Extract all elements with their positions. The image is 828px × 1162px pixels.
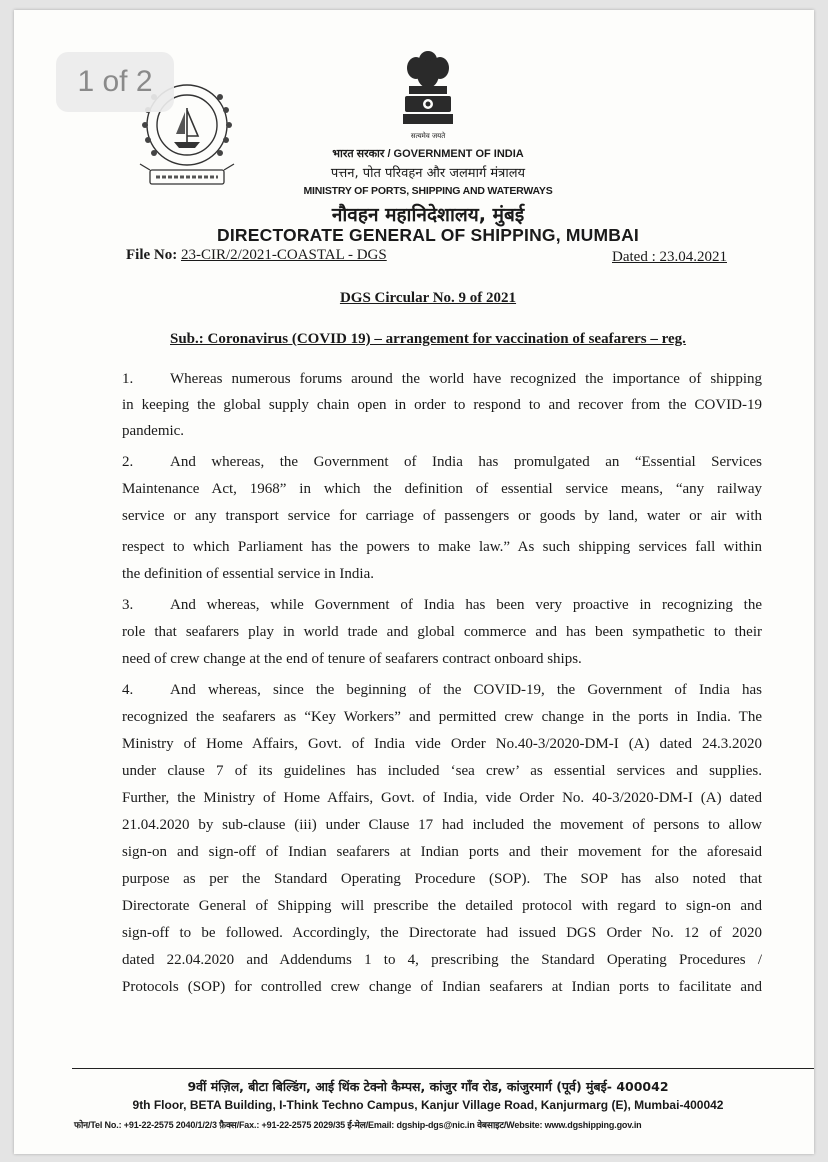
body-line-text: respect to which Parliament has the powers to make law.” As such shipping services fall within	[122, 539, 762, 555]
page-indicator: 1 of 2	[56, 52, 174, 112]
body-line-text: Directorate General of Shipping will prescribe the detailed protocol with regard to sign-on and	[122, 898, 762, 914]
directorate-english: DIRECTORATE GENERAL OF SHIPPING, MUMBAI	[217, 225, 639, 245]
file-number-value: 23-CIR/2/2021-COASTAL - DGS	[180, 247, 387, 263]
subject-line: Sub.: Coronavirus (COVID 19) – arrangement for vaccination of seafarers – reg.	[170, 331, 686, 347]
body-line-text: And whereas, while Government of India has been very proactive in recognizing the	[170, 597, 762, 613]
ministry-hindi: पत्तन, पोत परिवहन और जलमार्ग मंत्रालय	[330, 166, 526, 181]
body-line-text: need of crew change at the end of tenure of seafarers contract onboard ships.	[122, 651, 582, 667]
paragraph-number: 3.	[122, 597, 134, 613]
body-line	[122, 371, 762, 388]
body-line-text: recognized the seafarers as “Key Workers” and permitted crew change in the ports in India. The	[122, 709, 762, 725]
state-emblem-icon	[399, 48, 457, 144]
body-line-text: And whereas, since the beginning of the COVID-19, the Government of India has	[170, 682, 762, 698]
body-line-text: purpose as per the Standard Operating Procedure (SOP). The SOP has also noted that	[122, 871, 762, 887]
body-line	[122, 790, 762, 807]
body-line	[122, 979, 762, 996]
body-line	[122, 844, 762, 861]
body-line-text: under clause 7 of its guidelines has included ‘sea crew’ as essential services and supplies.	[122, 763, 762, 779]
body-line	[122, 508, 762, 525]
body-line-text: the definition of essential service in India.	[122, 566, 375, 582]
footer-divider	[72, 1068, 814, 1069]
body-line	[122, 566, 762, 583]
footer-address-english: 9th Floor, BETA Building, I-Think Techno Campus, Kanjur Village Road, Kanjurmarg (E), Mumbai-400042	[132, 1098, 724, 1112]
body-line	[122, 597, 762, 614]
body-line	[122, 481, 762, 498]
paragraph-number: 2.	[122, 454, 134, 470]
emblem-motto: सत्यमेव जयते	[410, 132, 446, 140]
file-label: File No:	[126, 247, 178, 263]
body-line-text: And whereas, the Government of India has promulgated an “Essential Services	[170, 454, 762, 470]
body-line	[122, 454, 762, 471]
body-line-text: 21.04.2020 by sub-clause (iii) under Clause 17 had included the movement of persons to allow	[122, 817, 762, 833]
body-line	[122, 397, 762, 414]
dated: Dated : 23.04.2021	[612, 249, 727, 265]
body-line	[122, 709, 762, 726]
body-line-text: sign-on and sign-off of Indian seafarers at Indian ports and their movement for the aforesaid	[122, 844, 762, 860]
body-line-text: dated 22.04.2020 and Addendums 1 to 4, prescribing the Standard Operating Procedures /	[122, 952, 762, 968]
body-line	[122, 952, 762, 969]
body-line	[122, 763, 762, 780]
body-line-text: Whereas numerous forums around the world have recognized the importance of shipping	[170, 371, 762, 387]
ministry-english: MINISTRY OF PORTS, SHIPPING AND WATERWAYS	[303, 185, 553, 197]
body-line	[122, 651, 762, 668]
directorate-hindi: नौवहन महानिदेशालय, मुंबई	[331, 204, 525, 226]
body-line-text: in keeping the global supply chain open in order to respond to and recover from the COVID-19	[122, 397, 762, 413]
body-line-text: Maintenance Act, 1968” in which the definition of essential service means, “any railway	[122, 481, 762, 497]
body-line	[122, 539, 762, 556]
paragraph-number: 4.	[122, 682, 134, 698]
footer-address-hindi: 9वीं मंज़िल, बीटा बिल्डिंग, आई थिंक टेक्नो कैम्पस, कांजुर गाँव रोड, कांजुरमार्ग (पूर्व) मुंबई- 400042	[187, 1079, 669, 1094]
paragraph-number: 1.	[122, 371, 134, 387]
body-line-text: Further, the Ministry of Home Affairs, Govt. of India, vide Order No. 40-3/2020-DM-I (A) dated	[122, 790, 762, 806]
footer-contact: फोन/Tel No.: +91-22-2575 2040/1/2/3 फ़ैक्स/Fax.: +91-22-2575 2029/35 ई-मेल/Email: dgship-dgs@nic.in वेबसाइट/Website: www.dgshipping.gov.in	[74, 1120, 642, 1130]
body-line	[122, 871, 762, 888]
body-line-text: service or any transport service for carriage of passengers or goods by land, water or air with	[122, 508, 762, 524]
circular-title: DGS Circular No. 9 of 2021	[339, 290, 517, 306]
body-line-text: pandemic.	[122, 423, 185, 439]
body-line	[122, 423, 762, 440]
body-line-text: sign-off to be followed. Accordingly, the Directorate had issued DGS Order No. 12 of 2020	[122, 925, 762, 941]
body-line-text: Protocols (SOP) for controlled crew change of Indian seafarers at Indian ports to facilitate and	[122, 979, 762, 995]
file-number	[126, 247, 387, 264]
document-page	[14, 10, 814, 1154]
body-line	[122, 898, 762, 915]
body-line	[122, 682, 762, 699]
govt-line: भारत सरकार / GOVERNMENT OF INDIA	[332, 148, 524, 160]
body-line-text: role that seafarers play in world trade and global commerce and has been sympathetic to their	[122, 624, 762, 640]
body-line-text: Ministry of Home Affairs, Govt. of India vide Order No.40-3/2020-DM-I (A) dated 24.3.2020	[122, 736, 762, 752]
body-line	[122, 925, 762, 942]
body-line	[122, 736, 762, 753]
body-line	[122, 817, 762, 834]
body-line	[122, 624, 762, 641]
